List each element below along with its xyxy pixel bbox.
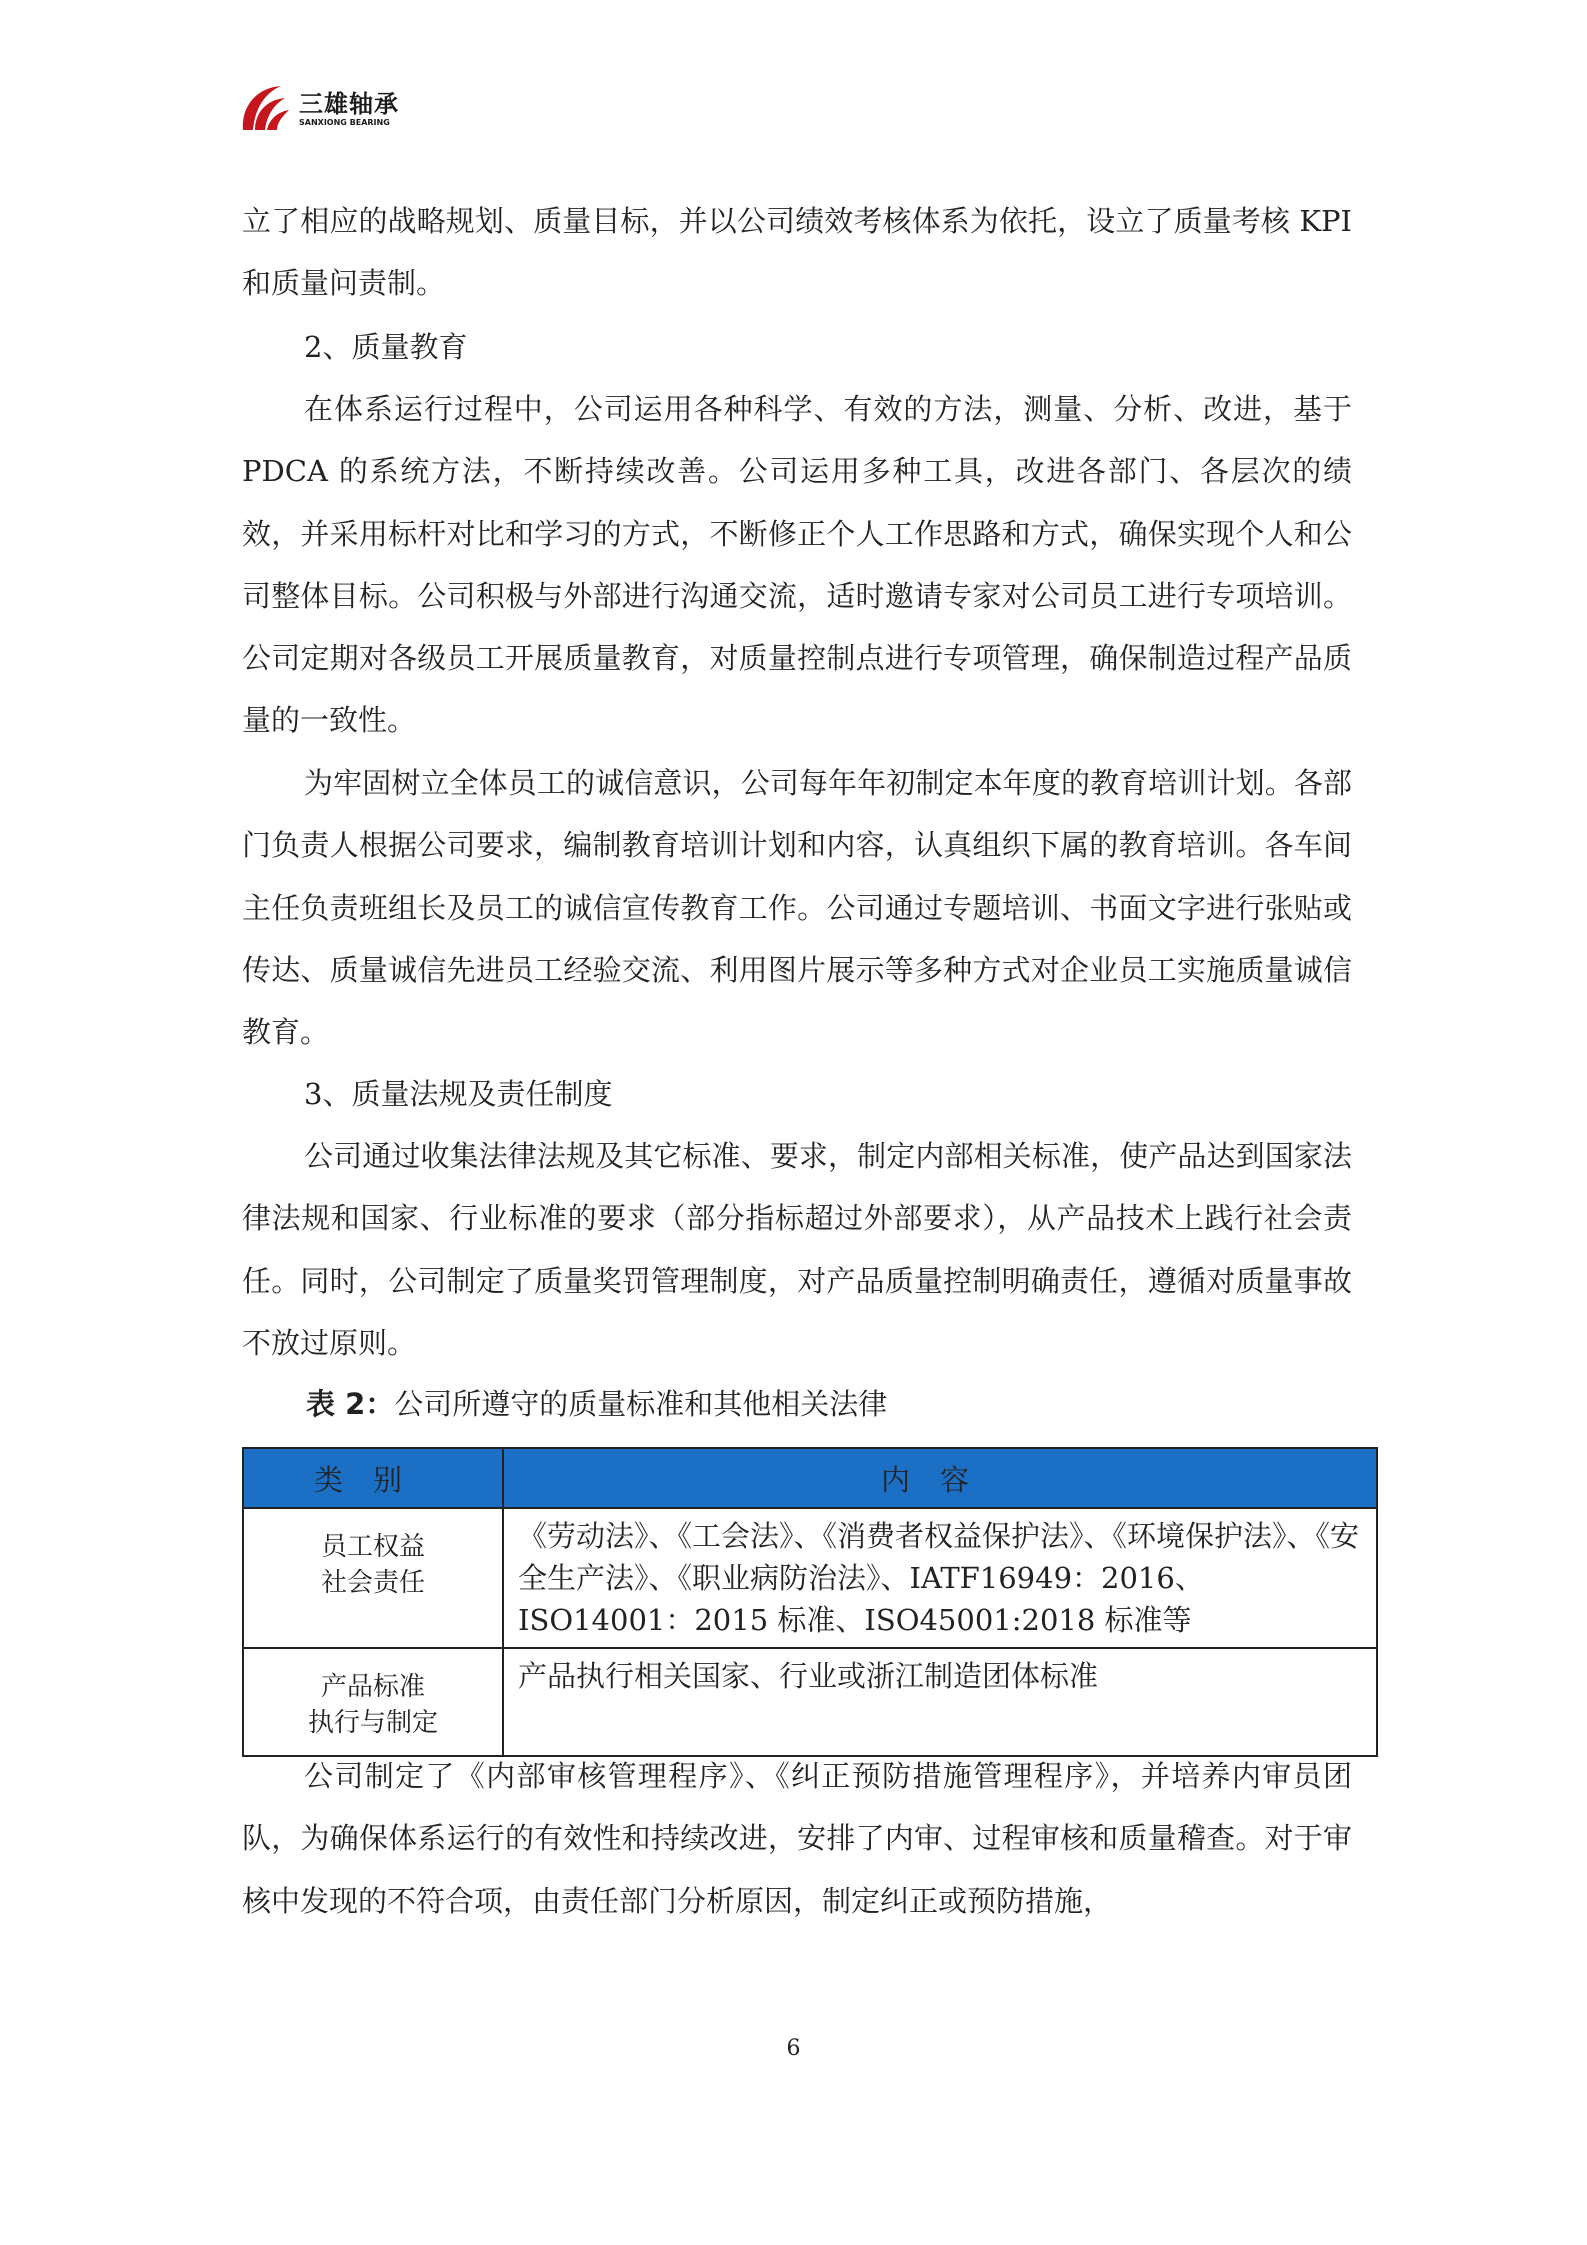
row-category-line: 执行与制定 [307, 1708, 438, 1738]
row-content: 《劳动法》、《工会法》、《消费者权益保护法》、《环境保护法》、《安全生产法》、《职业病防治法》、IATF16949：2016、ISO14001：2015 标准、ISO45001:2018 标准等 [503, 1508, 1377, 1648]
table-caption-text: 公司所遵守的质量标准和其他相关法律 [394, 1387, 888, 1421]
paragraph-integrity-training: 为牢固树立全体员工的诚信意识，公司每年年初制定本年度的教育培训计划。各部门负责人根据公司要求，编制教育培训计划和内容，认真组织下属的教育培训。各车间主任负责班组长及员工的诚信宣传教育工作。公司通过专题培训、书面文字进行张贴或传达、质量诚信先进员工经验交流、利用图片展示等多种方式对企业员工实施质量诚信教育。 [242, 766, 1352, 1050]
table-row [243, 1508, 1377, 1648]
table-header-row [243, 1448, 1377, 1508]
page-number: 6 [786, 2036, 801, 2061]
row-category-line: 产品标准 [320, 1672, 425, 1702]
paragraph-system-operation: 在体系运行过程中，公司运用各种科学、有效的方法，测量、分析、改进，基于 PDCA 的系统方法，不断持续改善。公司运用多种工具，改进各部门、各层次的绩效，并采用标杆对比和学习的方式，不断修正个人工作思路和方式，确保实现个人和公司整体目标。公司积极与外部进行沟通交流，适时邀请专家对公司员工进行专项培训。公司定期对各级员工开展质量教育，对质量控制点进行专项管理，确保制造过程产品质量的一致性。 [242, 392, 1352, 738]
row-category [243, 1508, 503, 1648]
paragraph-laws-standards: 公司通过收集法律法规及其它标准、要求，制定内部相关标准，使产品达到国家法律法规和国家、行业标准的要求（部分指标超过外部要求），从产品技术上践行社会责任。同时，公司制定了质量奖罚管理制度，对产品质量控制明确责任，遵循对质量事故不放过原则。 [242, 1139, 1352, 1360]
paragraph-internal-audit: 公司制定了《内部审核管理程序》、《纠正预防措施管理程序》，并培养内审员团队，为确保体系运行的有效性和持续改进，安排了内审、过程审核和质量稽查。对于审核中发现的不符合项，由责任部门分析原因，制定纠正或预防措施， [242, 1759, 1352, 1918]
logo-english-name: SANXIONG BEARING [299, 118, 390, 127]
quality-standards-table [242, 1447, 1378, 1757]
table-caption-label: 表 2： [306, 1387, 395, 1421]
table-row [243, 1648, 1377, 1756]
table-caption [306, 1384, 887, 1424]
paragraph-quality-targets: 立了相应的战略规划、质量目标，并以公司绩效考核体系为依托，设立了质量考核 KPI 和质量问责制。 [242, 204, 1352, 301]
company-logo [237, 78, 417, 140]
header-content: 内容 [503, 1448, 1377, 1508]
header-category: 类别 [243, 1448, 503, 1508]
swoosh-logo-icon [237, 78, 293, 138]
logo-chinese-name: 三雄轴承 [299, 90, 399, 118]
row-category-line: 社会责任 [320, 1568, 425, 1598]
row-category-line: 员工权益 [320, 1532, 425, 1562]
heading-quality-regulations: 3、质量法规及责任制度 [304, 1077, 613, 1111]
row-content: 产品执行相关国家、行业或浙江制造团体标准 [503, 1648, 1377, 1756]
row-category [243, 1648, 503, 1756]
heading-quality-education: 2、质量教育 [304, 330, 468, 364]
